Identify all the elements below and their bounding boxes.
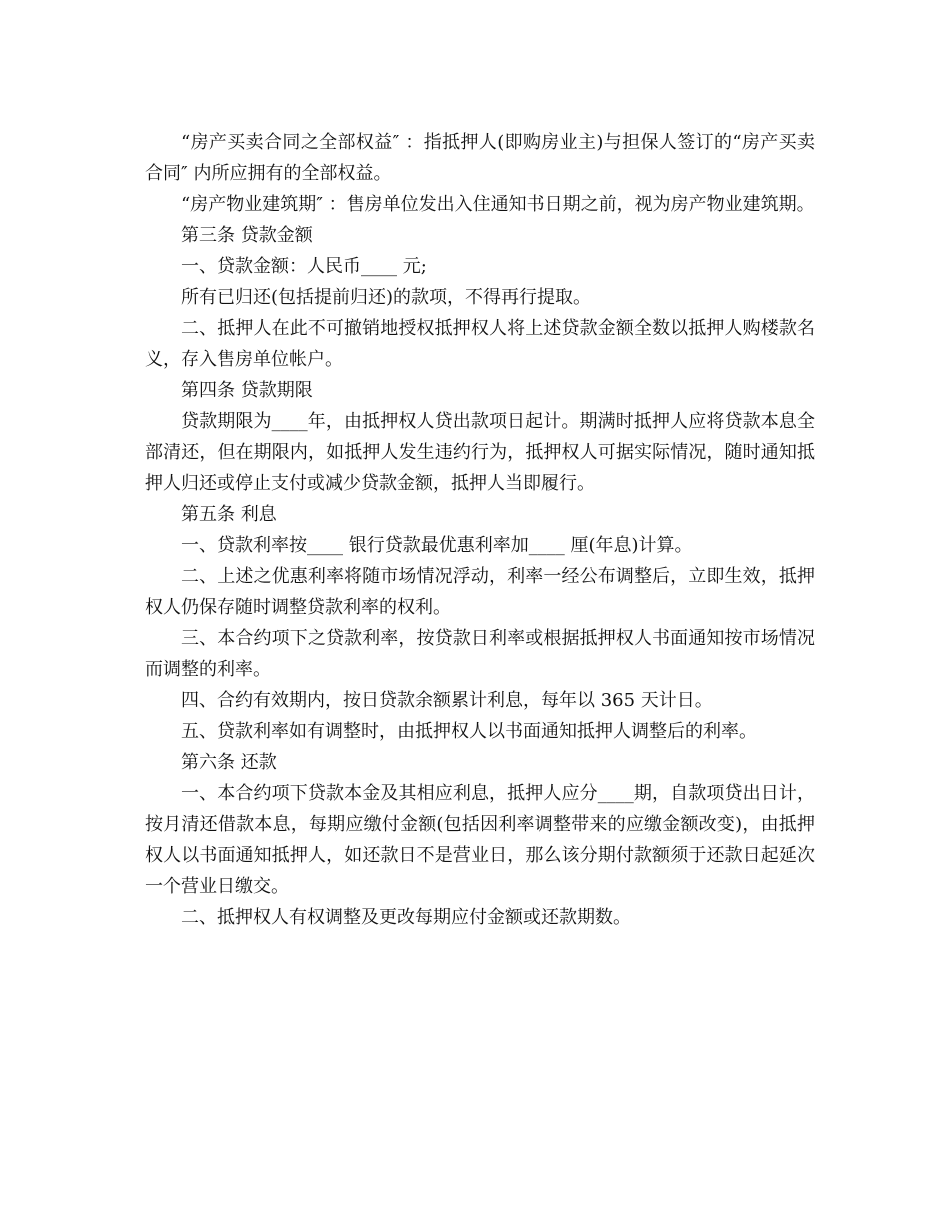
article-5-clause-4: 四、合约有效期内，按日贷款余额累计利息，每年以 365 天计日。 [181, 690, 713, 711]
article-4-clause: 贷款期限为____年，由抵押权人贷出款项日起计。期满时抵押人应将贷款本息全部清还，但在期限内，如抵押人发生违约行为，抵押权人可据实际情况，随时通知抵押人归还或停止支付或减少贷款金额，抵押人当即履行。 [145, 411, 815, 494]
article-5-clause-5: 五、贷款利率如有调整时，由抵押权人以书面通知抵押人调整后的利率。 [181, 721, 757, 742]
article-5-clause-1: 一、贷款利率按____ 银行贷款最优惠利率加____ 厘(年息)计算。 [181, 535, 693, 556]
definition-construction-period: “房产物业建筑期″ ：售房单位发出入住通知书日期之前，视为房产物业建筑期。 [181, 194, 815, 215]
article-6-clause-2: 二、抵押权人有权调整及更改每期应付金额或还款期数。 [181, 907, 631, 928]
article-5-clause-3: 三、本合约项下之贷款利率，按贷款日利率或根据抵押权人书面通知按市场情况而调整的利率。 [145, 628, 815, 680]
article-3-clause-1: 一、贷款金额：人民币____ 元; [181, 256, 427, 277]
article-3-clause-2: 二、抵押人在此不可撤销地授权抵押权人将上述贷款金额全数以抵押人购楼款名义，存入售房单位帐户。 [145, 318, 815, 370]
article-5-clause-2: 二、上述之优惠利率将随市场情况浮动，利率一经公布调整后，立即生效，抵押权人仍保存随时调整贷款利率的权利。 [145, 566, 815, 618]
definition-purchase-contract-rights: “房产买卖合同之全部权益″ ：指抵押人(即购房业主)与担保人签订的“房产买卖合同″ 内所应拥有的全部权益。 [145, 132, 815, 184]
article-3-note: 所有已归还(包括提前归还)的款项，不得再行提取。 [181, 287, 592, 308]
article-5-heading: 第五条 利息 [181, 504, 277, 525]
article-6-heading: 第六条 还款 [181, 752, 277, 773]
article-6-clause-1: 一、本合约项下贷款本金及其相应利息，抵押人应分____期，自款项贷出日计，按月清还借款本息，每期应缴付金额(包括因利率调整带来的应缴金额改变)，由抵押权人以书面通知抵押人，如还款日不是营业日，那么该分期付款额须于还款日起延次一个营业日缴交。 [145, 783, 815, 897]
article-3-heading: 第三条 贷款金额 [181, 225, 313, 246]
document-page [145, 127, 815, 933]
article-4-heading: 第四条 贷款期限 [181, 380, 313, 401]
